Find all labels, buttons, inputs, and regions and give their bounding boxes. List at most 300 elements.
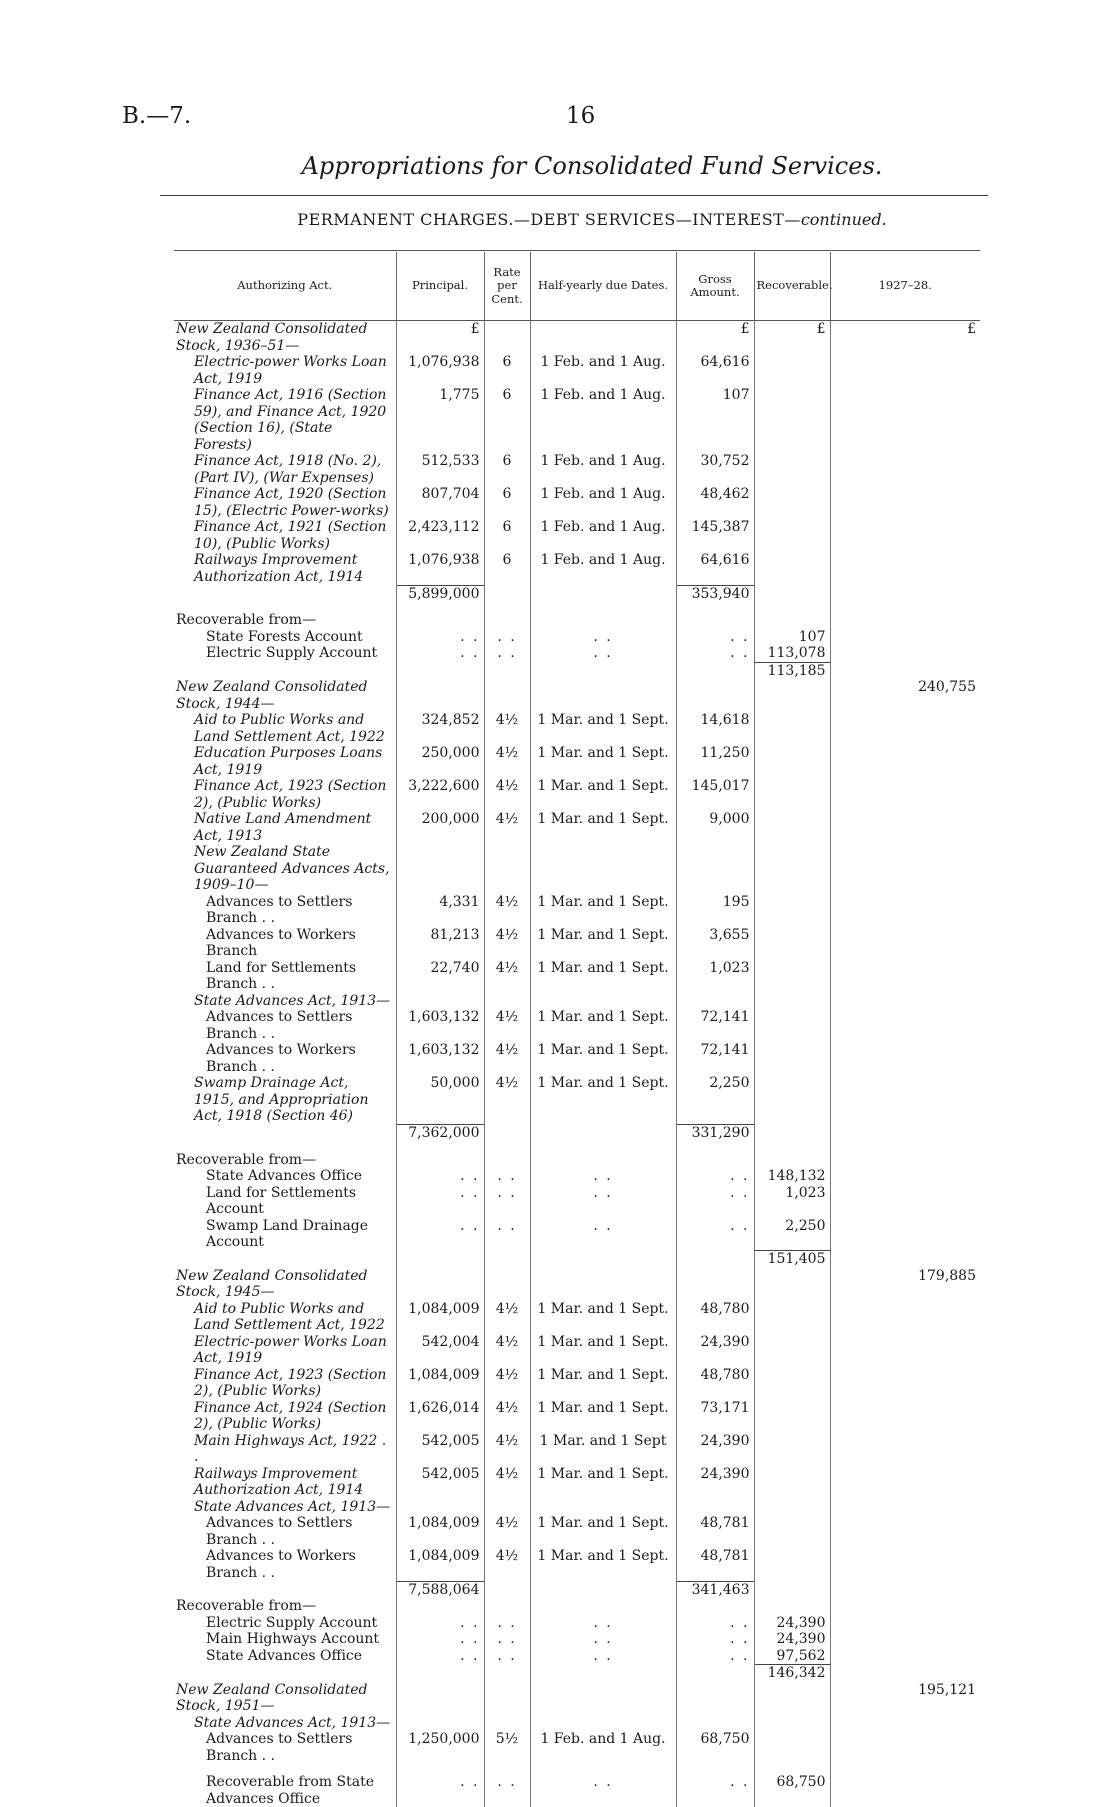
- cell-recoverable: [754, 1715, 830, 1732]
- cell-principal: [396, 602, 484, 612]
- cell-rate: [484, 844, 530, 894]
- subtotal-row: [174, 1125, 980, 1142]
- cell-year: [830, 1548, 980, 1581]
- cell-name: Land for Settlements Account: [174, 1185, 396, 1218]
- cell-gross: 9,000: [676, 811, 754, 844]
- cell-name: Advances to Workers Branch . .: [174, 1548, 396, 1581]
- cell-principal: 1,084,009: [396, 1548, 484, 1581]
- table-row: [174, 844, 980, 894]
- cell-recoverable: [754, 1433, 830, 1466]
- cell-year: [830, 1334, 980, 1367]
- cell-name: Finance Act, 1923 (Section 2), (Public Works): [174, 778, 396, 811]
- cell-name: Recoverable from—: [174, 1152, 396, 1169]
- cell-gross: 48,462: [676, 486, 754, 519]
- cell-name: Finance Act, 1921 (Section 10), (Public Works): [174, 519, 396, 552]
- cell-year: [830, 1433, 980, 1466]
- cell-principal: [396, 1251, 484, 1268]
- cell-name: [174, 1142, 396, 1152]
- cell-rate: [484, 1268, 530, 1301]
- cell-recoverable: [754, 993, 830, 1010]
- cell-rate: [484, 1142, 530, 1152]
- cell-rate: . .: [484, 1615, 530, 1632]
- cell-gross: [676, 993, 754, 1010]
- cell-rate: [484, 1499, 530, 1516]
- cell-year: [830, 1218, 980, 1251]
- subtotal-row: [174, 585, 980, 602]
- cell-dates: 1 Mar. and 1 Sept.: [530, 1334, 676, 1367]
- cell-recoverable: [754, 960, 830, 993]
- cell-rate: 4½: [484, 712, 530, 745]
- cell-year: [830, 811, 980, 844]
- document-reference: B.—7.: [122, 103, 191, 129]
- cell-year: [830, 894, 980, 927]
- cell-dates: [530, 1715, 676, 1732]
- cell-gross: 64,616: [676, 354, 754, 387]
- cell-principal: [396, 679, 484, 712]
- cell-principal: 50,000: [396, 1075, 484, 1125]
- cell-name: Swamp Drainage Act, 1915, and Appropriation Act, 1918 (Section 46): [174, 1075, 396, 1125]
- cell-rate: . .: [484, 1774, 530, 1807]
- subtotal-row: [174, 1581, 980, 1598]
- cell-gross: 73,171: [676, 1400, 754, 1433]
- cell-recoverable: [754, 1334, 830, 1367]
- cell-gross: 107: [676, 387, 754, 453]
- cell-principal: 7,362,000: [396, 1125, 484, 1142]
- table-row: [174, 1648, 980, 1665]
- cell-recoverable: 1,023: [754, 1185, 830, 1218]
- cell-gross: . .: [676, 629, 754, 646]
- cell-gross: 48,780: [676, 1301, 754, 1334]
- table-row: [174, 1515, 980, 1548]
- cell-gross: 24,390: [676, 1466, 754, 1499]
- cell-dates: 1 Feb. and 1 Aug.: [530, 486, 676, 519]
- spacer-row: [174, 1764, 980, 1774]
- col-header-principal: Principal.: [396, 252, 484, 321]
- cell-rate: . .: [484, 1631, 530, 1648]
- cell-principal: [396, 1499, 484, 1516]
- cell-year: [830, 612, 980, 629]
- cell-rate: . .: [484, 629, 530, 646]
- cell-recoverable: 148,132: [754, 1168, 830, 1185]
- cell-year: [830, 1301, 980, 1334]
- cell-rate: 6: [484, 354, 530, 387]
- cell-gross: [676, 1251, 754, 1268]
- cell-recoverable: [754, 778, 830, 811]
- cell-recoverable: [754, 1367, 830, 1400]
- cell-name: Advances to Settlers Branch . .: [174, 1515, 396, 1548]
- cell-gross: 24,390: [676, 1334, 754, 1367]
- cell-gross: 2,250: [676, 1075, 754, 1125]
- table-row: [174, 712, 980, 745]
- cell-year: [830, 1764, 980, 1774]
- cell-recoverable: 24,390: [754, 1615, 830, 1632]
- cell-recoverable: [754, 1548, 830, 1581]
- cell-recoverable: £: [754, 321, 830, 355]
- cell-dates: [530, 1581, 676, 1598]
- cell-recoverable: [754, 1075, 830, 1125]
- cell-dates: 1 Mar. and 1 Sept.: [530, 811, 676, 844]
- cell-gross: . .: [676, 1648, 754, 1665]
- cell-dates: 1 Mar. and 1 Sept.: [530, 894, 676, 927]
- cell-name: Finance Act, 1916 (Section 59), and Finance Act, 1920 (Section 16), (State Forests): [174, 387, 396, 453]
- cell-name: New Zealand Consolidated Stock, 1945—: [174, 1268, 396, 1301]
- cell-recoverable: [754, 1042, 830, 1075]
- cell-gross: 30,752: [676, 453, 754, 486]
- appropriations-table: [174, 252, 980, 1807]
- cell-principal: 1,084,009: [396, 1367, 484, 1400]
- table-body: [174, 321, 980, 1807]
- cell-principal: 3,222,600: [396, 778, 484, 811]
- cell-year: [830, 844, 980, 894]
- cell-name: Recoverable from—: [174, 1598, 396, 1615]
- cell-gross: 72,141: [676, 1009, 754, 1042]
- cell-dates: [530, 585, 676, 602]
- cell-dates: [530, 1152, 676, 1169]
- cell-year: [830, 1367, 980, 1400]
- cell-recoverable: 107: [754, 629, 830, 646]
- table-row: [174, 645, 980, 662]
- cell-gross: . .: [676, 1615, 754, 1632]
- cell-rate: 6: [484, 552, 530, 585]
- cell-rate: [484, 1251, 530, 1268]
- cell-gross: [676, 844, 754, 894]
- cell-gross: 145,017: [676, 778, 754, 811]
- cell-name: Finance Act, 1924 (Section 2), (Public Works): [174, 1400, 396, 1433]
- table-row: [174, 612, 980, 629]
- cell-principal: 1,775: [396, 387, 484, 453]
- cell-gross: [676, 1142, 754, 1152]
- cell-recoverable: 2,250: [754, 1218, 830, 1251]
- cell-gross: 68,750: [676, 1731, 754, 1764]
- cell-recoverable: [754, 1466, 830, 1499]
- cell-gross: [676, 612, 754, 629]
- table-row: [174, 778, 980, 811]
- cell-dates: 1 Mar. and 1 Sept.: [530, 960, 676, 993]
- cell-year: [830, 778, 980, 811]
- cell-recoverable: [754, 453, 830, 486]
- cell-year: £: [830, 321, 980, 355]
- cell-name: State Advances Office: [174, 1648, 396, 1665]
- cell-rate: 4½: [484, 960, 530, 993]
- cell-principal: 807,704: [396, 486, 484, 519]
- cell-year: [830, 1631, 980, 1648]
- cell-name: Advances to Settlers Branch . .: [174, 1731, 396, 1764]
- cell-dates: [530, 993, 676, 1010]
- cell-name: Education Purposes Loans Act, 1919: [174, 745, 396, 778]
- cell-recoverable: [754, 811, 830, 844]
- page-number: 16: [566, 103, 595, 129]
- cell-gross: 24,390: [676, 1433, 754, 1466]
- cell-gross: [676, 1598, 754, 1615]
- cell-recoverable: [754, 1682, 830, 1715]
- cell-principal: 324,852: [396, 712, 484, 745]
- cell-year: [830, 662, 980, 679]
- col-header-gross: Gross Amount.: [676, 252, 754, 321]
- cell-dates: 1 Mar. and 1 Sept.: [530, 1548, 676, 1581]
- table-row: [174, 1615, 980, 1632]
- cell-dates: 1 Mar. and 1 Sept.: [530, 1466, 676, 1499]
- cell-year: [830, 387, 980, 453]
- cell-name: State Advances Office: [174, 1168, 396, 1185]
- table-header-row: [174, 252, 980, 321]
- table-row: [174, 1548, 980, 1581]
- cell-rate: 4½: [484, 1301, 530, 1334]
- cell-dates: [530, 1598, 676, 1615]
- cell-rate: [484, 1715, 530, 1732]
- cell-principal: [396, 993, 484, 1010]
- cell-dates: 1 Mar. and 1 Sept.: [530, 1400, 676, 1433]
- cell-principal: [396, 1142, 484, 1152]
- cell-gross: . .: [676, 645, 754, 662]
- cell-name: Electric Supply Account: [174, 1615, 396, 1632]
- col-header-rate: Rate per Cent.: [484, 252, 530, 321]
- col-header-recoverable: Recoverable.: [754, 252, 830, 321]
- cell-gross: [676, 1764, 754, 1774]
- cell-year: 240,755: [830, 679, 980, 712]
- cell-gross: . .: [676, 1218, 754, 1251]
- cell-principal: 5,899,000: [396, 585, 484, 602]
- cell-principal: 7,588,064: [396, 1581, 484, 1598]
- table-row: [174, 1400, 980, 1433]
- cell-year: [830, 1499, 980, 1516]
- cell-gross: 48,781: [676, 1515, 754, 1548]
- cell-rate: 4½: [484, 1466, 530, 1499]
- cell-name: Native Land Amendment Act, 1913: [174, 811, 396, 844]
- cell-principal: . .: [396, 1648, 484, 1665]
- cell-name: Aid to Public Works and Land Settlement Act, 1922: [174, 1301, 396, 1334]
- cell-rate: 4½: [484, 1400, 530, 1433]
- cell-year: [830, 1515, 980, 1548]
- cell-principal: 22,740: [396, 960, 484, 993]
- cell-rate: 6: [484, 453, 530, 486]
- cell-name: [174, 1581, 396, 1598]
- table-row: [174, 1168, 980, 1185]
- cell-dates: 1 Mar. and 1 Sept: [530, 1433, 676, 1466]
- cell-year: [830, 960, 980, 993]
- cell-gross: [676, 602, 754, 612]
- cell-year: [830, 745, 980, 778]
- cell-dates: 1 Mar. and 1 Sept.: [530, 927, 676, 960]
- cell-recoverable: [754, 486, 830, 519]
- cell-principal: 2,423,112: [396, 519, 484, 552]
- cell-rate: 6: [484, 519, 530, 552]
- cell-recoverable: [754, 1764, 830, 1774]
- cell-gross: [676, 1682, 754, 1715]
- cell-recoverable: [754, 894, 830, 927]
- subtotal-row: [174, 662, 980, 679]
- table-row: [174, 1774, 980, 1807]
- cell-dates: 1 Mar. and 1 Sept.: [530, 1042, 676, 1075]
- cell-rate: 4½: [484, 1042, 530, 1075]
- cell-gross: . .: [676, 1774, 754, 1807]
- cell-name: New Zealand Consolidated Stock, 1936–51—: [174, 321, 396, 355]
- cell-rate: [484, 1682, 530, 1715]
- cell-dates: [530, 844, 676, 894]
- cell-principal: 1,076,938: [396, 552, 484, 585]
- cell-principal: 542,005: [396, 1466, 484, 1499]
- cell-year: [830, 1731, 980, 1764]
- cell-principal: . .: [396, 1218, 484, 1251]
- section-subtitle: [0, 210, 1114, 229]
- cell-year: 195,121: [830, 1682, 980, 1715]
- cell-gross: 195: [676, 894, 754, 927]
- cell-recoverable: [754, 745, 830, 778]
- cell-name: Railways Improvement Authorization Act, 1914: [174, 1466, 396, 1499]
- cell-gross: 353,940: [676, 585, 754, 602]
- cell-gross: 11,250: [676, 745, 754, 778]
- col-header-year: 1927–28.: [830, 252, 980, 321]
- cell-gross: [676, 1715, 754, 1732]
- cell-year: [830, 1598, 980, 1615]
- cell-name: Advances to Workers Branch . .: [174, 1042, 396, 1075]
- cell-dates: 1 Mar. and 1 Sept.: [530, 745, 676, 778]
- cell-name: [174, 662, 396, 679]
- cell-year: [830, 453, 980, 486]
- cell-name: Advances to Settlers Branch . .: [174, 1009, 396, 1042]
- cell-dates: [530, 1665, 676, 1682]
- cell-recoverable: [754, 1301, 830, 1334]
- cell-gross: 331,290: [676, 1125, 754, 1142]
- cell-recoverable: [754, 679, 830, 712]
- table-row: [174, 552, 980, 585]
- cell-year: [830, 552, 980, 585]
- cell-name: [174, 1764, 396, 1774]
- cell-dates: 1 Mar. and 1 Sept.: [530, 1367, 676, 1400]
- cell-recoverable: [754, 387, 830, 453]
- cell-name: [174, 602, 396, 612]
- page-title: Appropriations for Consolidated Fund Services.: [0, 152, 1114, 180]
- cell-recoverable: 113,185: [754, 662, 830, 679]
- cell-rate: 4½: [484, 894, 530, 927]
- cell-principal: . .: [396, 1631, 484, 1648]
- cell-recoverable: [754, 927, 830, 960]
- cell-recoverable: [754, 1515, 830, 1548]
- cell-rate: 5½: [484, 1731, 530, 1764]
- cell-dates: . .: [530, 1185, 676, 1218]
- cell-year: [830, 1774, 980, 1807]
- table-row: [174, 486, 980, 519]
- cell-year: [830, 1581, 980, 1598]
- table-row: [174, 1631, 980, 1648]
- cell-principal: 4,331: [396, 894, 484, 927]
- cell-gross: . .: [676, 1168, 754, 1185]
- cell-year: [830, 1400, 980, 1433]
- subtotal-row: [174, 1251, 980, 1268]
- subtotal-row: [174, 1665, 980, 1682]
- cell-principal: 1,603,132: [396, 1009, 484, 1042]
- table-row: [174, 629, 980, 646]
- table-row: [174, 1185, 980, 1218]
- cell-rate: [484, 1764, 530, 1774]
- cell-year: [830, 1152, 980, 1169]
- cell-principal: . .: [396, 1615, 484, 1632]
- cell-year: [830, 645, 980, 662]
- cell-name: Recoverable from—: [174, 612, 396, 629]
- cell-recoverable: [754, 1499, 830, 1516]
- table-row: [174, 894, 980, 927]
- cell-recoverable: 146,342: [754, 1665, 830, 1682]
- cell-principal: [396, 1598, 484, 1615]
- cell-dates: . .: [530, 1615, 676, 1632]
- cell-principal: 1,626,014: [396, 1400, 484, 1433]
- cell-recoverable: 68,750: [754, 1774, 830, 1807]
- cell-year: [830, 993, 980, 1010]
- cell-name: Electric-power Works Loan Act, 1919: [174, 354, 396, 387]
- cell-rate: 4½: [484, 1433, 530, 1466]
- cell-dates: 1 Feb. and 1 Aug.: [530, 519, 676, 552]
- cell-name: Finance Act, 1920 (Section 15), (Electric Power-works): [174, 486, 396, 519]
- cell-year: [830, 927, 980, 960]
- cell-rate: [484, 993, 530, 1010]
- cell-year: [830, 1615, 980, 1632]
- cell-rate: 4½: [484, 927, 530, 960]
- table-row: [174, 1152, 980, 1169]
- cell-principal: £: [396, 321, 484, 355]
- cell-year: [830, 1168, 980, 1185]
- cell-principal: [396, 1268, 484, 1301]
- table-row: [174, 1301, 980, 1334]
- cell-dates: 1 Mar. and 1 Sept.: [530, 1009, 676, 1042]
- cell-rate: 6: [484, 486, 530, 519]
- cell-rate: [484, 602, 530, 612]
- cell-principal: [396, 1682, 484, 1715]
- cell-dates: [530, 679, 676, 712]
- cell-gross: £: [676, 321, 754, 355]
- cell-name: State Advances Act, 1913—: [174, 1499, 396, 1516]
- cell-year: [830, 1075, 980, 1125]
- cell-gross: [676, 679, 754, 712]
- cell-rate: [484, 585, 530, 602]
- cell-gross: 1,023: [676, 960, 754, 993]
- cell-gross: [676, 1499, 754, 1516]
- cell-name: Railways Improvement Authorization Act, 1914: [174, 552, 396, 585]
- table-row: [174, 519, 980, 552]
- table-row: [174, 1682, 980, 1715]
- cell-gross: 48,780: [676, 1367, 754, 1400]
- cell-rate: . .: [484, 1185, 530, 1218]
- spacer-row: [174, 1142, 980, 1152]
- cell-dates: 1 Mar. and 1 Sept.: [530, 778, 676, 811]
- cell-gross: . .: [676, 1631, 754, 1648]
- cell-principal: . .: [396, 1774, 484, 1807]
- cell-rate: 4½: [484, 1548, 530, 1581]
- table-row: [174, 1367, 980, 1400]
- cell-dates: [530, 602, 676, 612]
- cell-principal: [396, 1715, 484, 1732]
- cell-principal: [396, 1152, 484, 1169]
- cell-recoverable: [754, 354, 830, 387]
- table-row: [174, 960, 980, 993]
- table-row: [174, 1334, 980, 1367]
- cell-dates: . .: [530, 1631, 676, 1648]
- subtitle-main: PERMANENT CHARGES.—DEBT SERVICES—INTEREST—: [297, 210, 801, 229]
- cell-name: Electric Supply Account: [174, 645, 396, 662]
- cell-dates: [530, 1682, 676, 1715]
- cell-recoverable: [754, 1142, 830, 1152]
- cell-name: Swamp Land Drainage Account: [174, 1218, 396, 1251]
- cell-year: [830, 1251, 980, 1268]
- cell-gross: 64,616: [676, 552, 754, 585]
- cell-gross: . .: [676, 1185, 754, 1218]
- cell-year: [830, 1009, 980, 1042]
- cell-gross: 48,781: [676, 1548, 754, 1581]
- cell-principal: [396, 1665, 484, 1682]
- cell-dates: [530, 321, 676, 355]
- cell-rate: [484, 1581, 530, 1598]
- cell-name: State Advances Act, 1913—: [174, 1715, 396, 1732]
- table-row: [174, 387, 980, 453]
- cell-rate: [484, 321, 530, 355]
